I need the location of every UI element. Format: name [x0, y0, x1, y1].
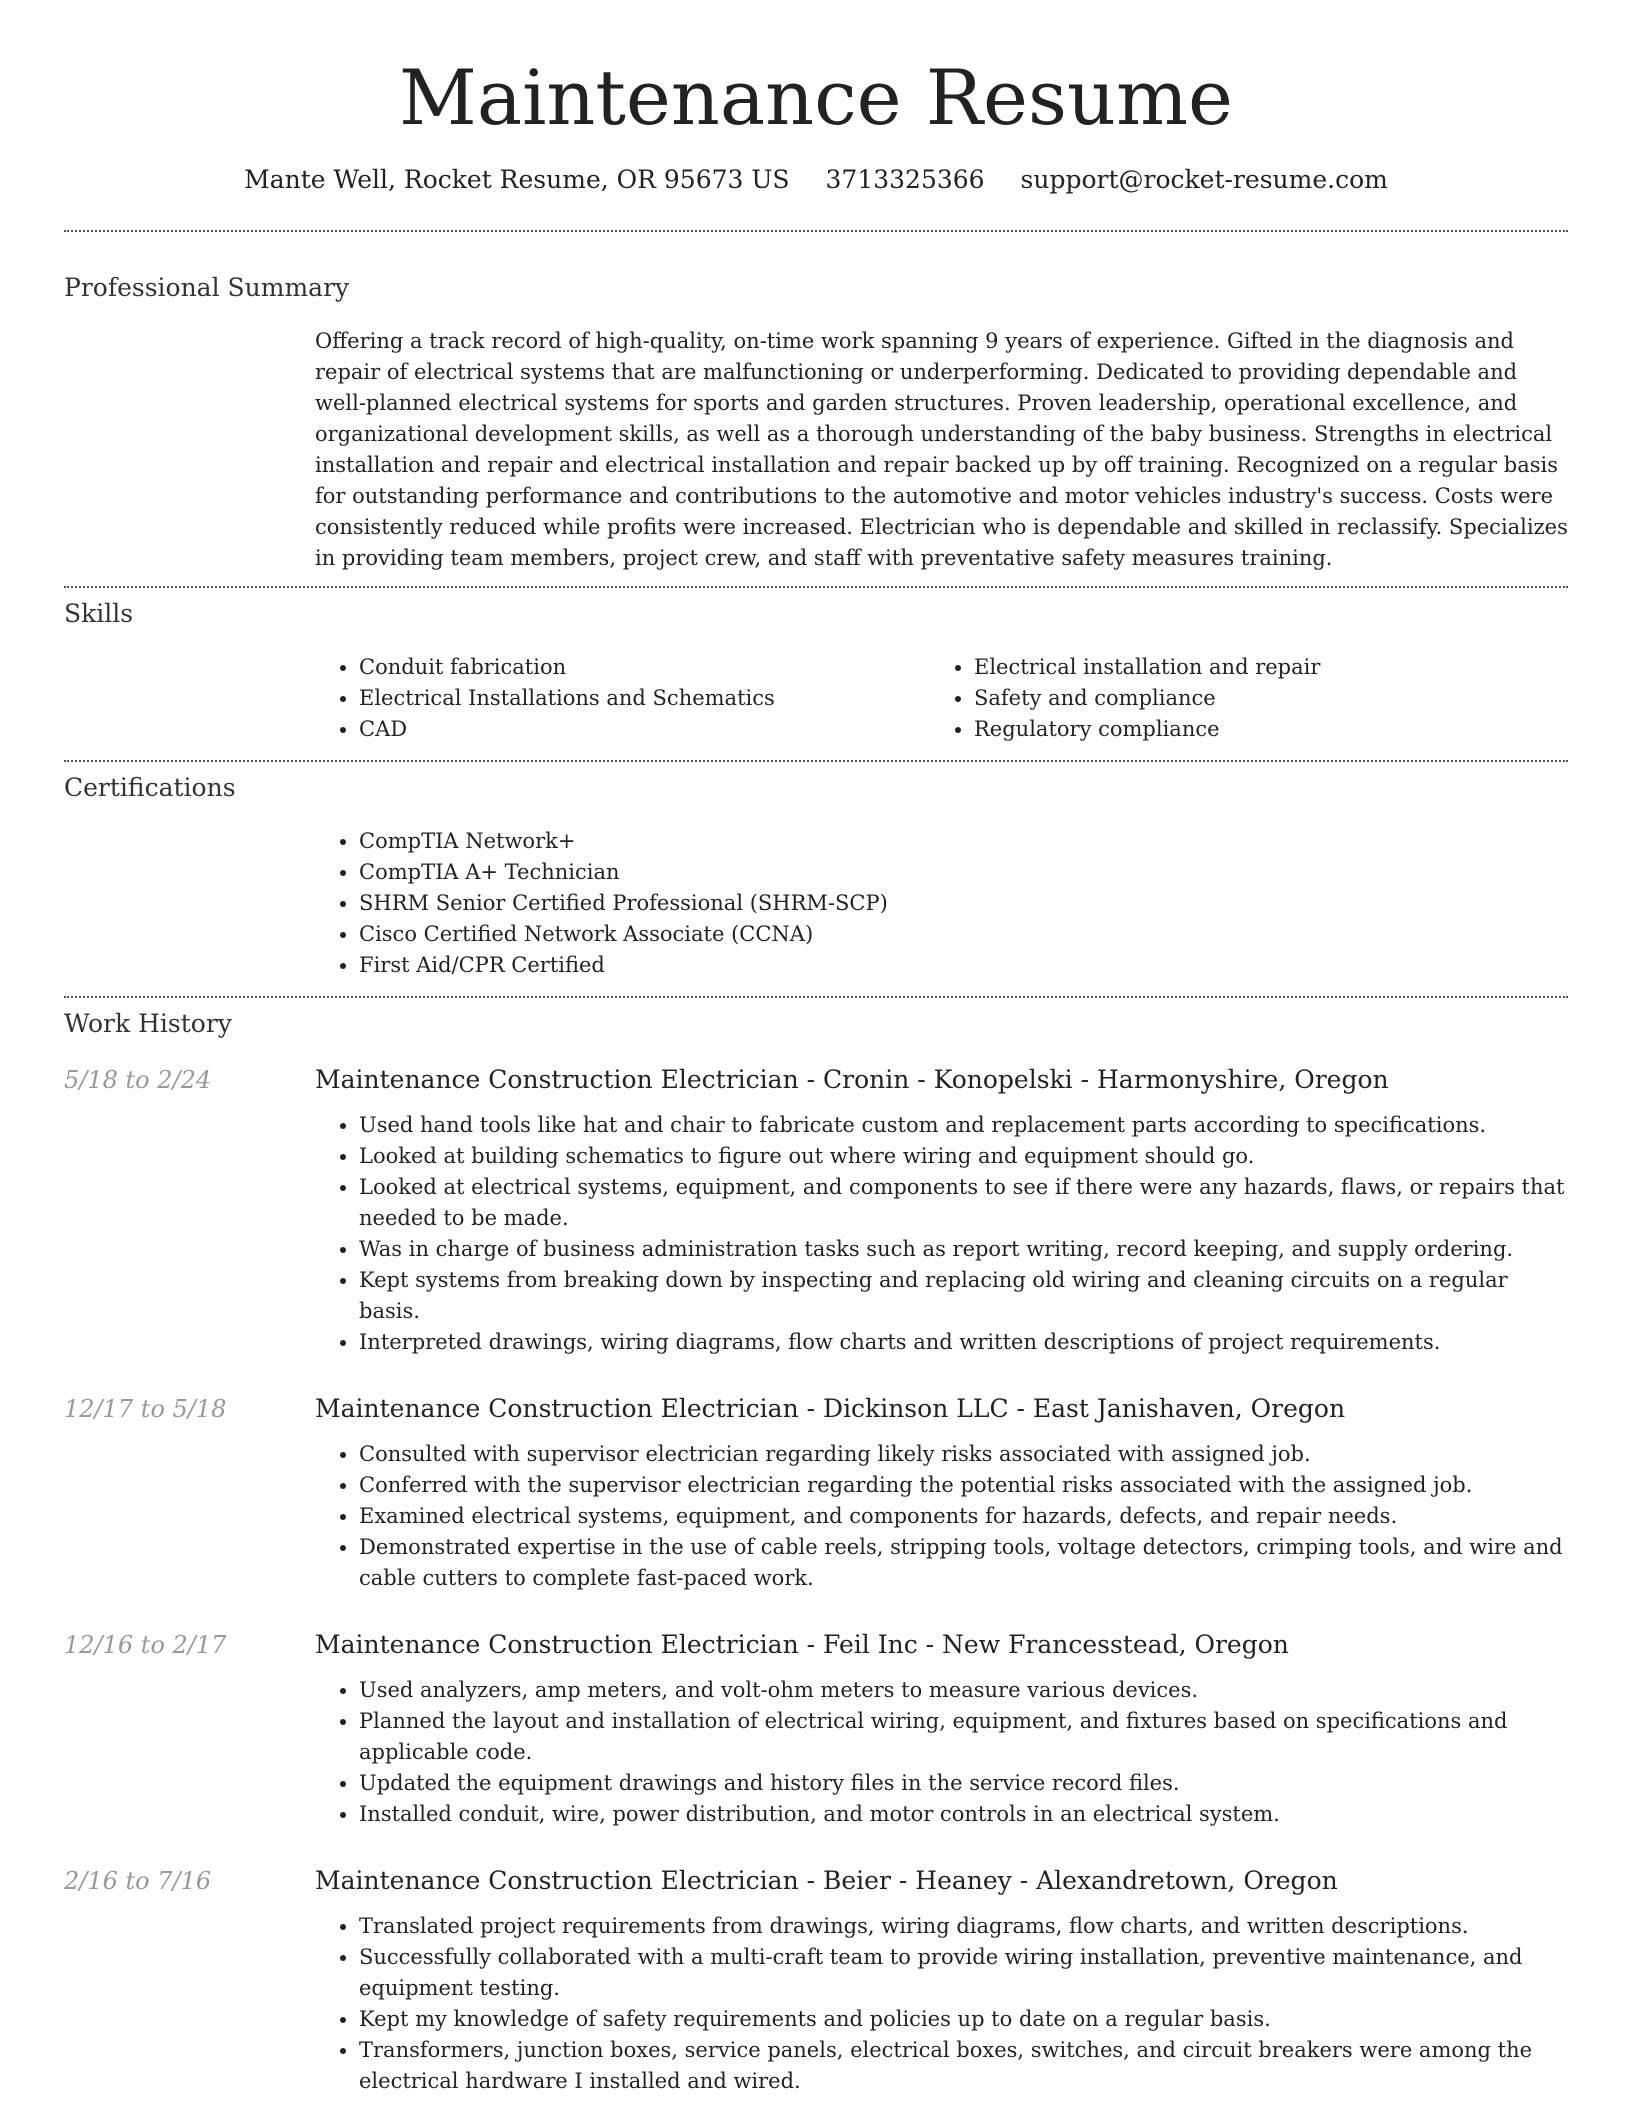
skills-section: [64, 598, 1568, 745]
job-title: Maintenance Construction Electrician - Beier - Heaney - Alexandretown, Oregon: [315, 1866, 1338, 1895]
job-duty: • Used analyzers, amp meters, and volt-ohm meters to measure various devices.: [359, 1675, 1568, 1706]
section-divider: [64, 586, 1568, 588]
skills-column-left: [315, 652, 930, 745]
job-entry: [64, 1392, 1568, 1594]
job-dates: 5/18 to 2/24: [64, 1066, 212, 1094]
contact-email: support@rocket-resume.com: [1020, 165, 1388, 194]
certification-item: • CompTIA A+ Technician: [359, 857, 1568, 888]
skills-list: [315, 652, 1568, 745]
job-duty: • Examined electrical systems, equipment, and components for hazards, defects, and repair needs.: [359, 1501, 1568, 1532]
job-duty: • Consulted with supervisor electrician regarding likely risks associated with assigned job.: [359, 1439, 1568, 1470]
certification-item: • CompTIA Network+: [359, 826, 1568, 857]
job-duty: • Installed conduit, wire, power distribution, and motor controls in an electrical system.: [359, 1799, 1568, 1830]
job-duties: [315, 1675, 1568, 1830]
summary-section: [64, 272, 1568, 574]
resume-page: [64, 0, 1568, 2097]
job-duty: • Kept systems from breaking down by inspecting and replacing old wiring and cleaning circuits on a regular basis.: [359, 1265, 1568, 1327]
job-entry: [64, 1864, 1568, 2097]
job-duty: • Planned the layout and installation of electrical wiring, equipment, and fixtures based on specifications and applicable code.: [359, 1706, 1568, 1768]
skill-item: • Electrical Installations and Schematics: [359, 683, 930, 714]
certifications-heading: Certifications: [64, 773, 236, 802]
job-duty: • Updated the equipment drawings and history files in the service record files.: [359, 1768, 1568, 1799]
job-title: Maintenance Construction Electrician - Dickinson LLC - East Janishaven, Oregon: [315, 1394, 1346, 1423]
job-entry: [64, 1628, 1568, 1830]
summary-heading: Professional Summary: [64, 273, 350, 302]
summary-body: [315, 326, 1568, 574]
job-duty: • Looked at electrical systems, equipment, and components to see if there were any hazards, flaws, or repairs that needed to be made.: [359, 1172, 1568, 1234]
certification-item: • Cisco Certified Network Associate (CCNA): [359, 919, 1568, 950]
job-title: Maintenance Construction Electrician - Feil Inc - New Francesstead, Oregon: [315, 1630, 1289, 1659]
work-history-section: [64, 1008, 1568, 2097]
job-duty: • Used hand tools like hat and chair to fabricate custom and replacement parts according to specifications.: [359, 1110, 1568, 1141]
certifications-section: [64, 772, 1568, 981]
skill-item: • Regulatory compliance: [974, 714, 1545, 745]
job-duty: • Translated project requirements from drawings, wiring diagrams, flow charts, and written descriptions.: [359, 1911, 1568, 1942]
job-duties: [315, 1911, 1568, 2097]
job-duty: • Conferred with the supervisor electrician regarding the potential risks associated with the assigned job.: [359, 1470, 1568, 1501]
job-duty: • Transformers, junction boxes, service panels, electrical boxes, switches, and circuit breakers were among the electrical hardware I installed and wired.: [359, 2035, 1568, 2097]
job-duty: • Interpreted drawings, wiring diagrams, flow charts and written descriptions of project requirements.: [359, 1327, 1568, 1358]
contact-line: [64, 164, 1568, 196]
job-duty: • Looked at building schematics to figure out where wiring and equipment should go.: [359, 1141, 1568, 1172]
section-divider: [64, 760, 1568, 762]
job-duty: • Successfully collaborated with a multi-craft team to provide wiring installation, preventive maintenance, and equipment testing.: [359, 1942, 1568, 2004]
job-dates: 12/17 to 5/18: [64, 1395, 227, 1423]
job-dates: 2/16 to 7/16: [64, 1867, 212, 1895]
job-dates: 12/16 to 2/17: [64, 1631, 227, 1659]
contact-address: Mante Well, Rocket Resume, OR 95673 US: [244, 165, 790, 194]
section-divider: [64, 996, 1568, 998]
work-history-heading: Work History: [64, 1009, 232, 1038]
job-duty: • Was in charge of business administration tasks such as report writing, record keeping, and supply ordering.: [359, 1234, 1568, 1265]
section-divider: [64, 230, 1568, 232]
job-duties: [315, 1110, 1568, 1358]
skills-heading: Skills: [64, 599, 134, 628]
job-title: Maintenance Construction Electrician - Cronin - Konopelski - Harmonyshire, Oregon: [315, 1065, 1389, 1094]
summary-text: Offering a track record of high-quality, on-time work spanning 9 years of experience. Gifted in the diagnosis and repair of electrical systems that are malfunctioning or underperforming. Dedicated to providing dependable and well-planned electrical systems for sports and garden structures. Proven leadership, operational excellence, and organizational development skills, as well as a thorough understanding of the baby business. Strengths in electrical installation and repair and electrical installation and repair backed up by off training. Recognized on a regular basis for outstanding performance and contributions to the automotive and motor vehicles industry's success. Costs were consistently reduced while profits were increased. Electrician who is dependable and skilled in reclassify. Specializes in providing team members, project crew, and staff with preventative safety measures training.: [315, 329, 1568, 570]
certification-item: • First Aid/CPR Certified: [359, 950, 1568, 981]
skills-column-right: [930, 652, 1545, 745]
skill-item: • Conduit fabrication: [359, 652, 930, 683]
job-duties: [315, 1439, 1568, 1594]
contact-phone: 3713325366: [825, 165, 985, 194]
job-entry: [64, 1063, 1568, 1358]
certification-item: • SHRM Senior Certified Professional (SHRM-SCP): [359, 888, 1568, 919]
certifications-list: [315, 826, 1568, 981]
job-duty: • Kept my knowledge of safety requirements and policies up to date on a regular basis.: [359, 2004, 1568, 2035]
resume-title: Maintenance Resume: [399, 53, 1233, 142]
skill-item: • Electrical installation and repair: [974, 652, 1545, 683]
skill-item: • Safety and compliance: [974, 683, 1545, 714]
job-duty: • Demonstrated expertise in the use of cable reels, stripping tools, voltage detectors, crimping tools, and wire and cable cutters to complete fast-paced work.: [359, 1532, 1568, 1594]
skill-item: • CAD: [359, 714, 930, 745]
